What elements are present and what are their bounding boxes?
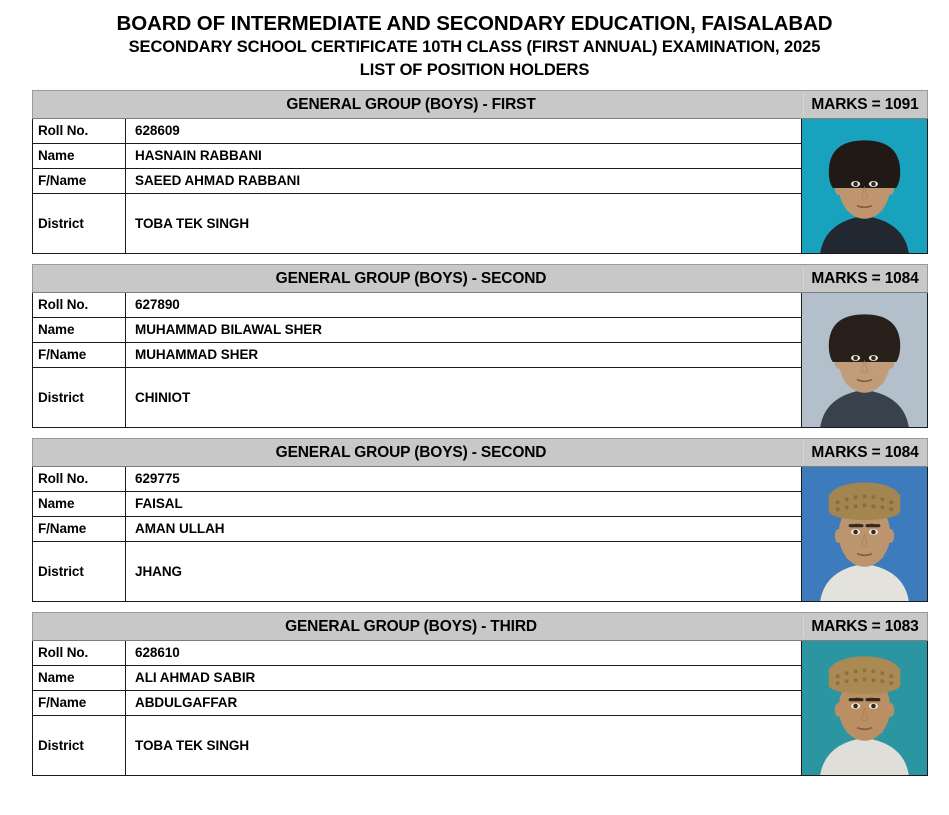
card-marks: MARKS = 1084 xyxy=(811,269,919,287)
label-district: District xyxy=(33,716,126,775)
label-district: District xyxy=(33,542,126,601)
table-row-name xyxy=(33,318,801,343)
student-details-table xyxy=(33,467,801,601)
label-name: Name xyxy=(33,318,126,342)
header-divider xyxy=(803,615,804,638)
card-header xyxy=(32,438,928,467)
exam-title: SECONDARY SCHOOL CERTIFICATE 10TH CLASS (FIRST ANNUAL) EXAMINATION, 2025 xyxy=(128,38,821,56)
table-row-roll-no xyxy=(33,293,801,318)
label-district: District xyxy=(33,368,126,427)
label-father-name: F/Name xyxy=(33,169,126,193)
label-roll-no: Roll No. xyxy=(33,119,126,143)
card-body xyxy=(32,293,928,428)
value-district: JHANG xyxy=(135,563,183,579)
student-photo-cell xyxy=(801,293,927,427)
table-row-name xyxy=(33,144,801,169)
value-roll-no: 629775 xyxy=(135,471,180,486)
label-roll-no: Roll No. xyxy=(33,641,126,665)
table-row-district xyxy=(33,368,801,427)
label-father-name: F/Name xyxy=(33,517,126,541)
card-header xyxy=(32,90,928,119)
label-roll-no: Roll No. xyxy=(33,293,126,317)
card-group-title: GENERAL GROUP (BOYS) - SECOND xyxy=(275,269,547,287)
label-district: District xyxy=(33,194,126,253)
board-name: BOARD OF INTERMEDIATE AND SECONDARY EDUCATION, FAISALABAD xyxy=(116,12,833,35)
position-holder-card xyxy=(32,438,928,602)
student-details-table xyxy=(33,641,801,775)
label-roll-no: Roll No. xyxy=(33,467,126,491)
value-name: MUHAMMAD BILAWAL SHER xyxy=(135,322,322,337)
value-name: HASNAIN RABBANI xyxy=(135,148,262,163)
table-row-father-name xyxy=(33,343,801,368)
header-divider xyxy=(803,93,804,116)
value-father-name: SAEED AHMAD RABBANI xyxy=(135,173,301,188)
position-holder-card xyxy=(32,612,928,776)
table-row-district xyxy=(33,542,801,601)
student-photo-cell xyxy=(801,119,927,253)
value-district: TOBA TEK SINGH xyxy=(135,737,250,753)
student-photo xyxy=(802,293,927,427)
value-roll-no: 628610 xyxy=(135,645,180,660)
page-heading xyxy=(0,0,949,81)
value-father-name: AMAN ULLAH xyxy=(135,521,225,536)
header-divider xyxy=(803,267,804,290)
value-name: FAISAL xyxy=(135,496,183,511)
value-district: CHINIOT xyxy=(135,389,191,405)
table-row-father-name xyxy=(33,169,801,194)
card-header xyxy=(32,612,928,641)
position-holder-cards xyxy=(0,90,949,776)
card-marks: MARKS = 1091 xyxy=(811,95,919,113)
list-title: LIST OF POSITION HOLDERS xyxy=(359,61,590,79)
card-header xyxy=(32,264,928,293)
card-group-title: GENERAL GROUP (BOYS) - FIRST xyxy=(286,95,536,113)
card-marks: MARKS = 1084 xyxy=(811,443,919,461)
table-row-roll-no xyxy=(33,467,801,492)
table-row-roll-no xyxy=(33,119,801,144)
table-row-district xyxy=(33,194,801,253)
label-father-name: F/Name xyxy=(33,691,126,715)
card-group-title: GENERAL GROUP (BOYS) - SECOND xyxy=(275,443,547,461)
student-photo xyxy=(802,119,927,253)
card-group-title: GENERAL GROUP (BOYS) - THIRD xyxy=(285,617,537,635)
value-father-name: ABDULGAFFAR xyxy=(135,695,238,710)
table-row-roll-no xyxy=(33,641,801,666)
value-name: ALI AHMAD SABIR xyxy=(135,670,256,685)
student-photo xyxy=(802,641,927,775)
card-body xyxy=(32,467,928,602)
value-district: TOBA TEK SINGH xyxy=(135,215,250,231)
table-row-name xyxy=(33,492,801,517)
card-body xyxy=(32,641,928,776)
label-father-name: F/Name xyxy=(33,343,126,367)
value-roll-no: 628609 xyxy=(135,123,180,138)
table-row-father-name xyxy=(33,517,801,542)
table-row-name xyxy=(33,666,801,691)
label-name: Name xyxy=(33,666,126,690)
header-divider xyxy=(803,441,804,464)
value-father-name: MUHAMMAD SHER xyxy=(135,347,259,362)
table-row-district xyxy=(33,716,801,775)
student-photo-cell xyxy=(801,467,927,601)
position-holder-card xyxy=(32,90,928,254)
value-roll-no: 627890 xyxy=(135,297,180,312)
position-holder-card xyxy=(32,264,928,428)
label-name: Name xyxy=(33,492,126,516)
table-row-father-name xyxy=(33,691,801,716)
label-name: Name xyxy=(33,144,126,168)
student-details-table xyxy=(33,293,801,427)
card-body xyxy=(32,119,928,254)
card-marks: MARKS = 1083 xyxy=(811,617,919,635)
student-photo xyxy=(802,467,927,601)
student-photo-cell xyxy=(801,641,927,775)
student-details-table xyxy=(33,119,801,253)
